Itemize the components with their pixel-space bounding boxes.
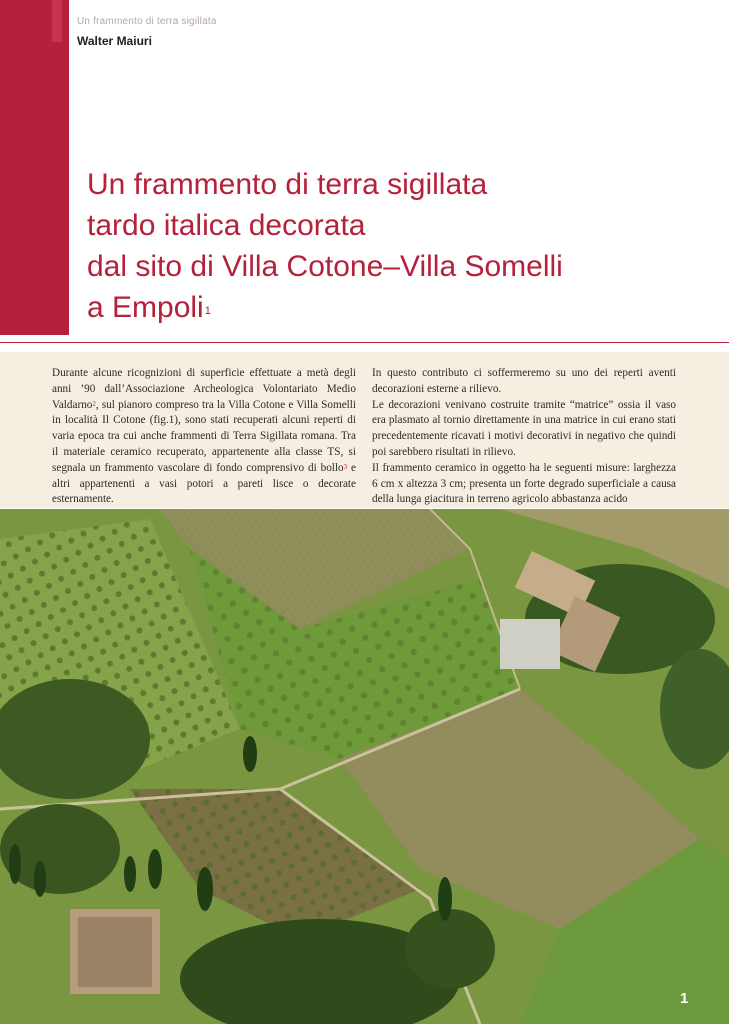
title-line-1: Un frammento di terra sigillata — [87, 168, 488, 201]
title-footnote-ref[interactable]: 1 — [204, 305, 211, 317]
footnote-ref-3[interactable]: 3 — [343, 462, 348, 471]
abstract-paragraph — [52, 366, 356, 508]
abstract-paragraph: Le decorazioni venivano costruite tramite “matrice” ossia il vaso era plasmato al tornio direttamente in una matrice in cui erano stati precedentemente ricavati i motivi decorativi in negativo che quindi poi sarebbero risultati in rilievo. — [372, 398, 676, 458]
running-head: Un frammento di terra sigillata — [77, 16, 217, 27]
aerial-photo — [0, 509, 729, 1024]
author-name: Walter Maiuri — [77, 34, 152, 48]
title-line-3: dal sito di Villa Cotone–Villa Somelli — [87, 250, 563, 283]
abstract-left-column — [52, 366, 356, 508]
title-line-4 — [87, 287, 707, 328]
abstract-right-column — [372, 366, 676, 508]
text-fragment: Durante alcune ricognizioni di superficie effettuate a metà degli anni ’90 dall’Associazione Archeologica Volontariato Medio Valdarno — [52, 367, 356, 411]
text-fragment: , sul pianoro compreso tra la Villa Cotone e Villa Somelli in località Il Cotone (fig.1), sono stati recuperati alcuni reperti di varia epoca tra cui anche frammenti di Terra Sigillata romana. Tra il materiale ceramico recuperato, appartenente alla classe TS, si segnala un frammento vascolare di fondo comprensivo di bollo — [52, 398, 356, 474]
footnote-ref-2[interactable]: 2 — [92, 399, 96, 408]
text-fragment: e altri appartenenti a vasi potori a pareti lisce o decorate esternamente. — [52, 461, 356, 506]
title-line-2: tardo italica decorata — [87, 209, 366, 242]
article-title — [87, 164, 707, 328]
title-line-4-text: a Empoli — [87, 291, 204, 324]
red-side-band — [0, 0, 69, 335]
abstract-paragraph: Il frammento ceramico in oggetto ha le seguenti misure: larghezza 6 cm x altezza 3 cm; presenta un forte degrado superficiale a causa della lunga giacitura in terreno agricolo abbastanza acido — [372, 461, 676, 506]
abstract-paragraph: In questo contributo ci soffermeremo su uno dei reperti aventi decorazioni esterne a rilievo. — [372, 367, 676, 395]
red-band-accent — [52, 0, 62, 42]
page-number: 1 — [680, 990, 689, 1007]
title-divider — [0, 342, 729, 343]
